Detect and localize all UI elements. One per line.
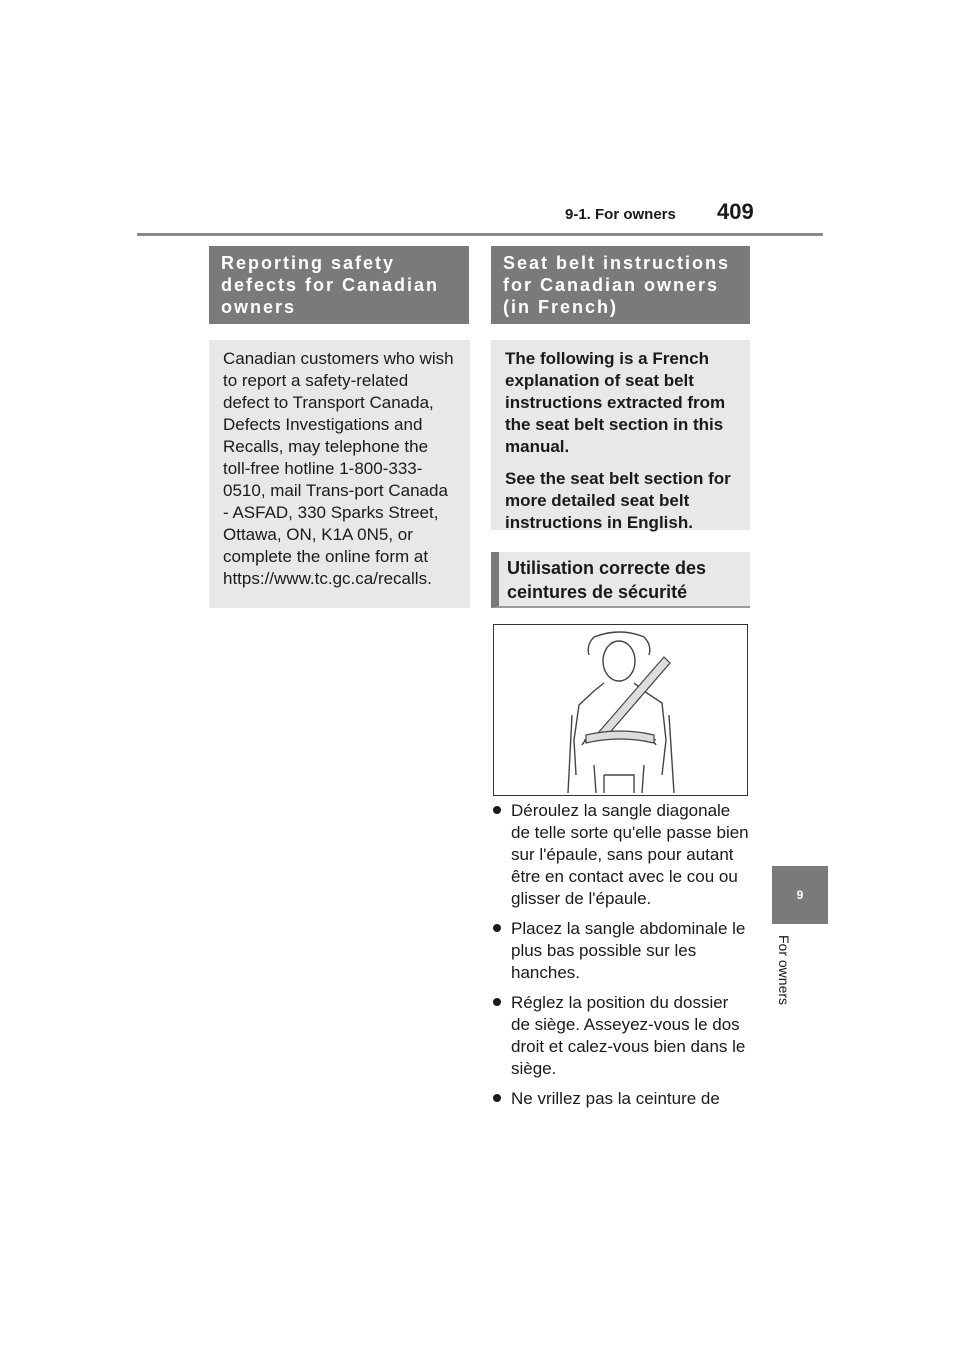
seat-belt-bullets [493, 800, 751, 1118]
torso-outline [574, 683, 666, 775]
seat-sides [568, 715, 674, 793]
bullet-item: Ne vrillez pas la ceinture de [493, 1088, 751, 1110]
chapter-tab: 9 [772, 866, 828, 924]
bullet-dot-icon [493, 924, 501, 932]
header-divider [137, 233, 823, 236]
bullet-dot-icon [493, 806, 501, 814]
headrest-shape [588, 632, 650, 655]
reporting-defects-body: Canadian customers who wish to report a safety-related defect to Transport Canada, Defects Investigations and Recalls, may telephone the toll-free hotline 1-800-333-0510, mail Trans-port Canada - ASFAD, 330 Sparks Street, Ottawa, ON, K1A 0N5, or complete the online form at https://www.tc.gc.ca/recalls. [209, 340, 470, 608]
seated-person-seatbelt-illustration [493, 624, 748, 796]
intro-paragraph-2: See the seat belt section for more detailed seat belt instructions in English. [505, 469, 731, 532]
head-shape [603, 641, 635, 681]
bullet-item: Réglez la position du dossier de siège. Asseyez-vous le dos droit et calez-vous bien dans le siège. [493, 992, 751, 1080]
intro-paragraph-1: The following is a French explanation of seat belt instructions extracted from the seat belt section in this manual. [505, 349, 726, 456]
seat-belt-subheading: Utilisation correcte des ceintures de sécurité [491, 552, 750, 608]
bullet-dot-icon [493, 1094, 501, 1102]
chapter-label: For owners [776, 935, 792, 1006]
section-header: 9-1. For owners [565, 206, 676, 223]
lap-belt [586, 731, 654, 743]
seatbelt-drawing [494, 625, 747, 795]
reporting-defects-title: Reporting safety defects for Canadian owners [209, 246, 469, 324]
bullet-item: Placez la sangle abdominale le plus bas possible sur les hanches. [493, 918, 751, 984]
bullet-item: Déroulez la sangle diagonale de telle sorte qu'elle passe bien sur l'épaule, sans pour autant être en contact avec le cou ou glisser de l'épaule. [493, 800, 751, 910]
seat-belt-french-title: Seat belt instructions for Canadian owners (in French) [491, 246, 750, 324]
seat-belt-intro-box [491, 340, 750, 530]
page-number: 409 [717, 199, 754, 224]
bullet-dot-icon [493, 998, 501, 1006]
legs-outline [594, 765, 644, 793]
